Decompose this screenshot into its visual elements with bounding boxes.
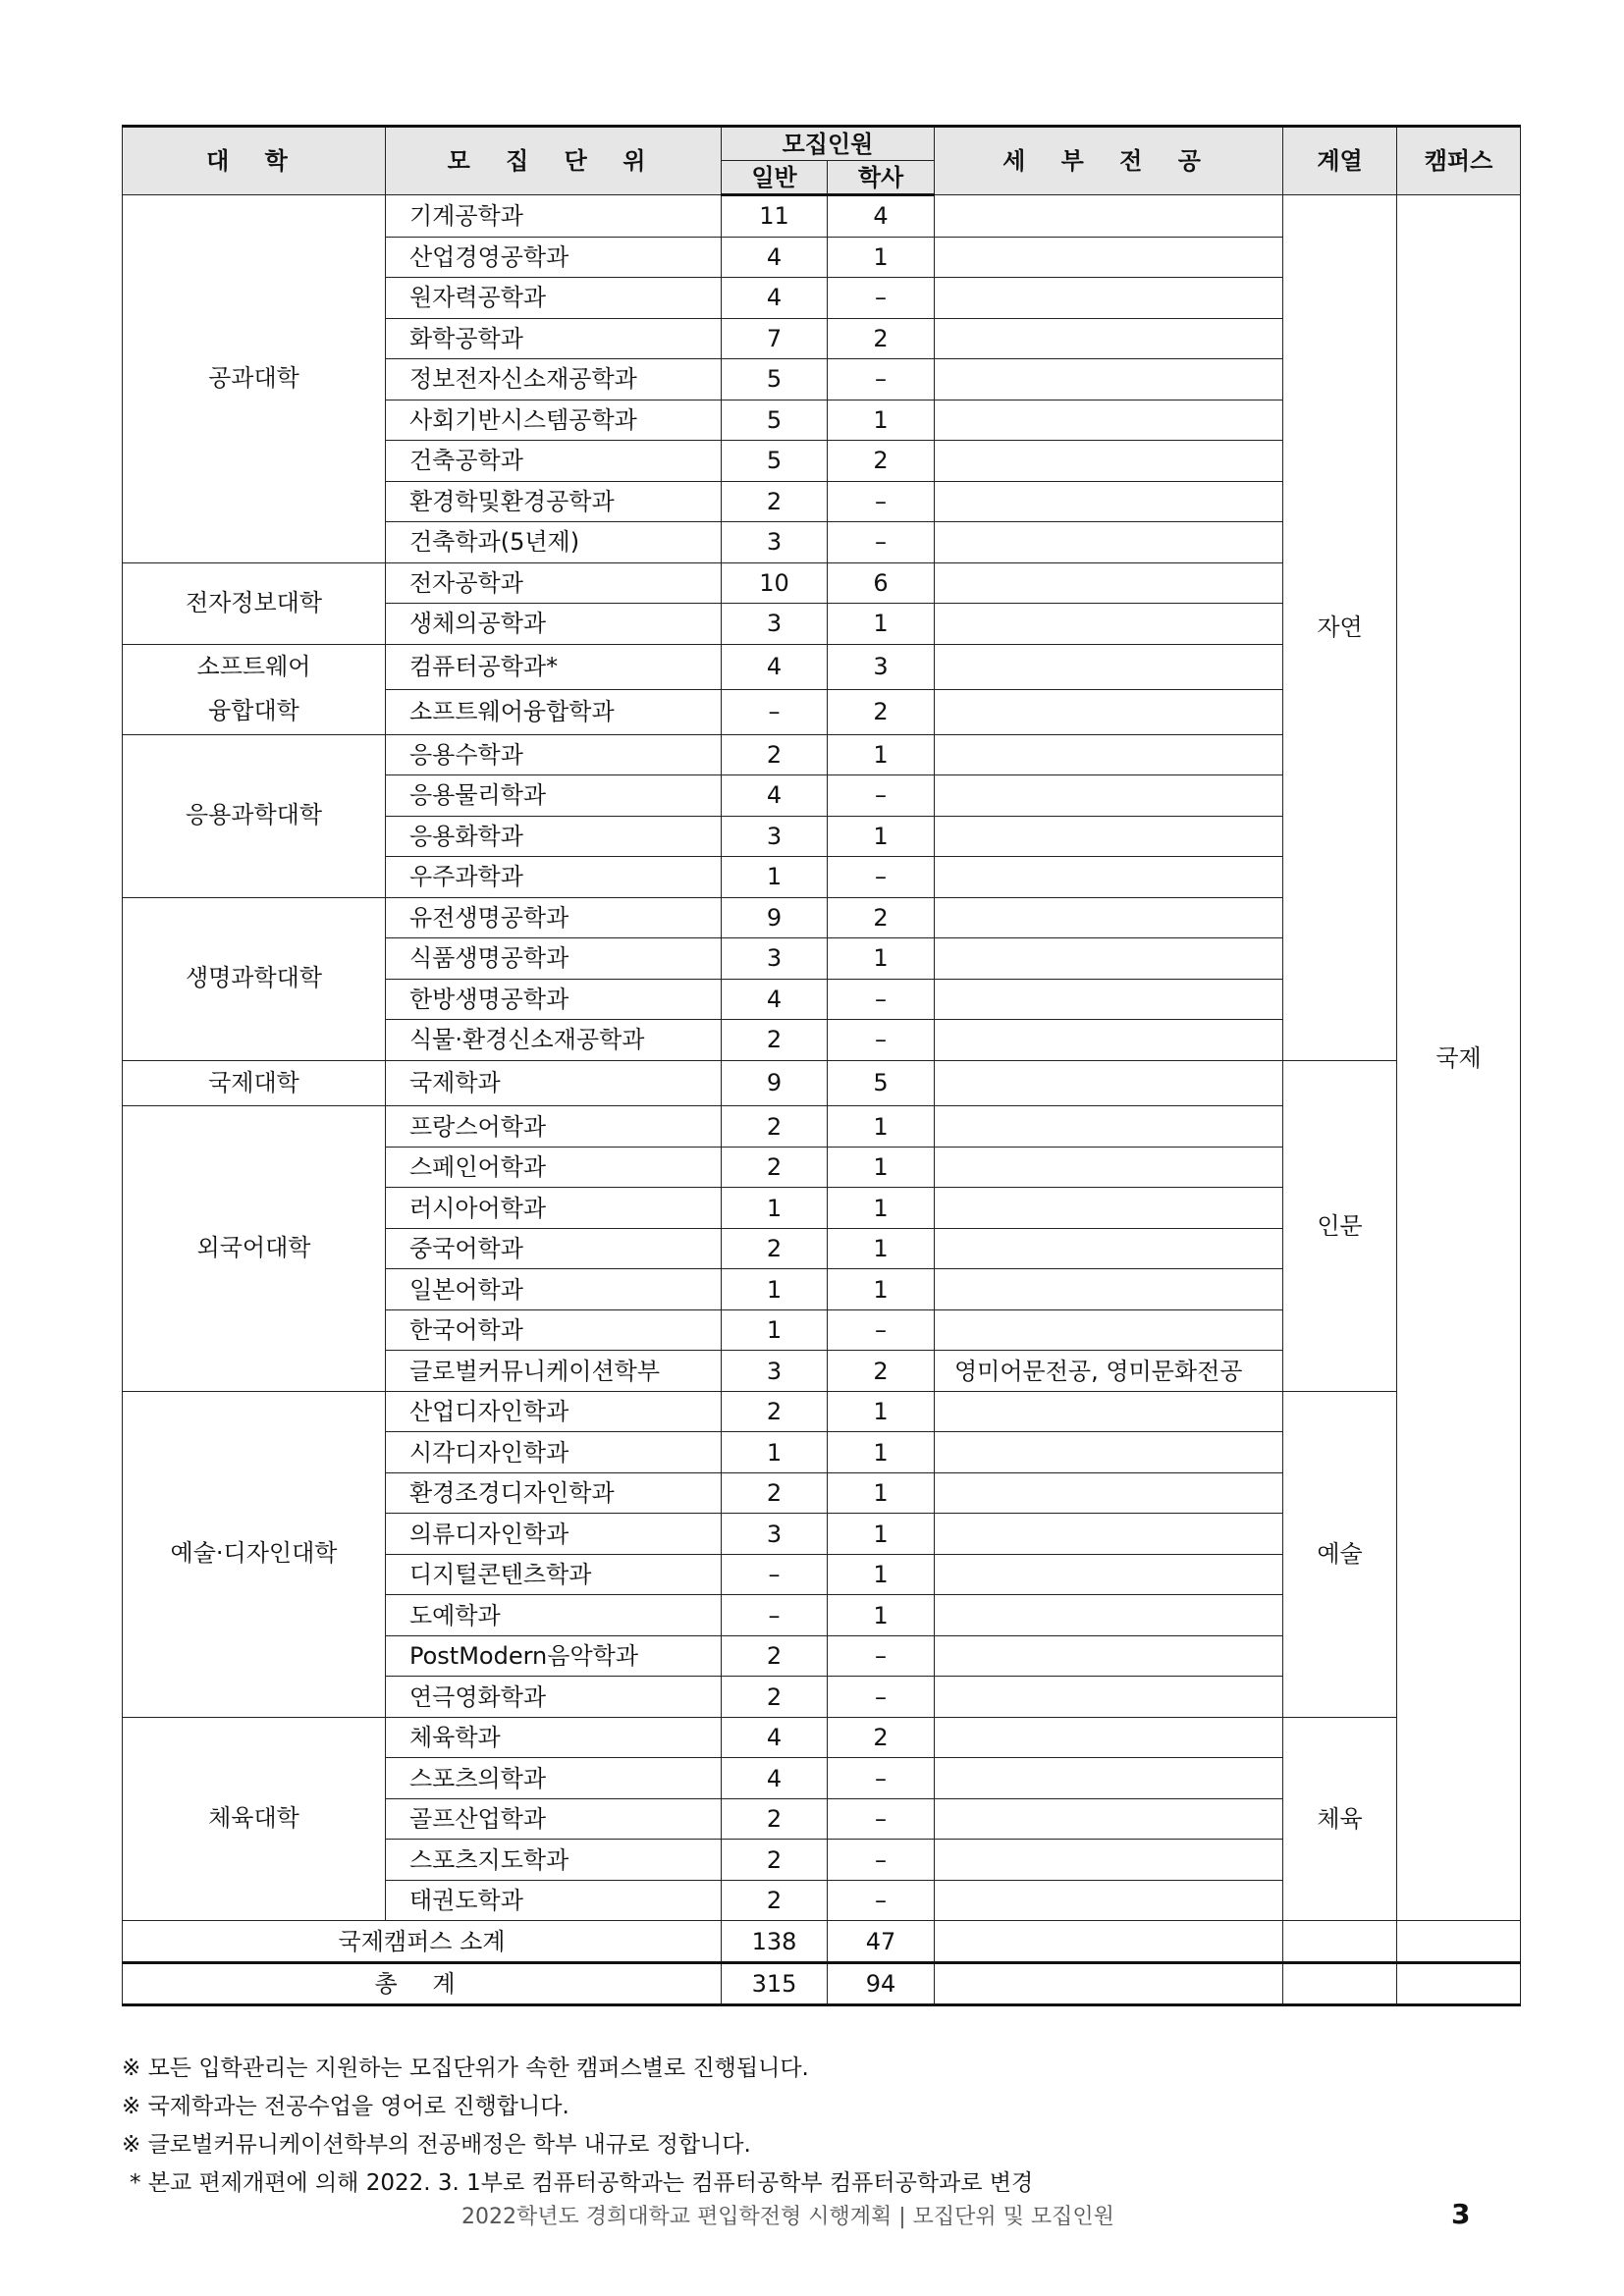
quota-bachelor: – <box>828 1798 935 1840</box>
quota-general: 7 <box>722 318 828 359</box>
detail-major <box>935 1060 1283 1106</box>
table-row <box>123 195 1521 238</box>
quota-bachelor: 2 <box>828 689 935 734</box>
campus-cell: 국제 <box>1397 195 1521 1921</box>
note-global: ※ 글로벌커뮤니케이션학부의 전공배정은 학부 내규로 정합니다. <box>122 2132 751 2158</box>
quota-bachelor: – <box>828 1840 935 1881</box>
header-quota: 모집인원 <box>722 127 935 161</box>
quota-bachelor: 1 <box>828 1269 935 1310</box>
detail-major <box>935 1635 1283 1677</box>
quota-general: 2 <box>722 481 828 522</box>
dept-name: 스포츠의학과 <box>386 1758 722 1799</box>
detail-major <box>935 481 1283 522</box>
quota-general: 5 <box>722 441 828 482</box>
detail-major <box>935 1758 1283 1799</box>
quota-general: 10 <box>722 562 828 604</box>
dept-name: 체육학과 <box>386 1717 722 1758</box>
dept-name: 건축공학과 <box>386 441 722 482</box>
detail-major <box>935 1147 1283 1188</box>
dept-name: 우주과학과 <box>386 857 722 898</box>
quota-general: 2 <box>722 1472 828 1514</box>
quota-bachelor: – <box>828 857 935 898</box>
dept-name: 원자력공학과 <box>386 278 722 319</box>
quota-bachelor: – <box>828 481 935 522</box>
detail-major <box>935 1472 1283 1514</box>
quota-general: 3 <box>722 816 828 857</box>
dept-name: 응용화학과 <box>386 816 722 857</box>
note-campus: ※ 모든 입학관리는 지원하는 모집단위가 속한 캠퍼스별로 진행됩니다. <box>122 2056 809 2081</box>
college-name: 소프트웨어 융합대학 <box>123 644 386 734</box>
detail-major <box>935 318 1283 359</box>
quota-bachelor: 2 <box>828 1351 935 1392</box>
quota-general: 2 <box>722 1147 828 1188</box>
field-cell: 자연 <box>1283 195 1397 1061</box>
quota-general: 2 <box>722 1020 828 1061</box>
detail-major <box>935 562 1283 604</box>
quota-general: 2 <box>722 1106 828 1148</box>
quota-general: 5 <box>722 359 828 400</box>
quota-general: 1 <box>722 857 828 898</box>
detail-major <box>935 359 1283 400</box>
field-cell: 인문 <box>1283 1060 1397 1391</box>
quota-general: 3 <box>722 938 828 980</box>
header-bachelor: 학사 <box>828 161 935 195</box>
quota-bachelor: 2 <box>828 897 935 938</box>
detail-major <box>935 1840 1283 1881</box>
detail-major <box>935 604 1283 645</box>
quota-general: 9 <box>722 1060 828 1106</box>
dept-name: 산업경영공학과 <box>386 237 722 278</box>
dept-name: 스페인어학과 <box>386 1147 722 1188</box>
quota-bachelor: 2 <box>828 441 935 482</box>
admission-quota-table <box>122 125 1521 2006</box>
quota-bachelor: 5 <box>828 1060 935 1106</box>
total-label: 총 계 <box>123 1962 722 2005</box>
footer-title: 2022학년도 경희대학교 편입학전형 시행계획 | 모집단위 및 모집인원 <box>461 2205 1114 2229</box>
dept-name: 정보전자신소재공학과 <box>386 359 722 400</box>
page-footer <box>0 2198 1624 2233</box>
quota-general: 2 <box>722 1228 828 1269</box>
quota-bachelor: 1 <box>828 816 935 857</box>
subtotal-general: 138 <box>722 1921 828 1963</box>
quota-bachelor: – <box>828 775 935 817</box>
detail-major <box>935 1432 1283 1473</box>
header-general: 일반 <box>722 161 828 195</box>
total-general: 315 <box>722 1962 828 2005</box>
college-name: 응용과학대학 <box>123 734 386 897</box>
dept-name: 프랑스어학과 <box>386 1106 722 1148</box>
table-row <box>123 1717 1521 1758</box>
quota-general: 1 <box>722 1188 828 1229</box>
quota-bachelor: – <box>828 278 935 319</box>
quota-bachelor: 1 <box>828 1188 935 1229</box>
dept-name: 시각디자인학과 <box>386 1432 722 1473</box>
detail-major <box>935 644 1283 689</box>
dept-name: 연극영화학과 <box>386 1677 722 1718</box>
detail-major <box>935 522 1283 563</box>
quota-general: 2 <box>722 1840 828 1881</box>
detail-major <box>935 938 1283 980</box>
detail-major <box>935 1798 1283 1840</box>
quota-general: 2 <box>722 1391 828 1432</box>
quota-general: 2 <box>722 1677 828 1718</box>
subtotal-bachelor: 47 <box>828 1921 935 1963</box>
quota-general: 9 <box>722 897 828 938</box>
subtotal-row <box>123 1921 1521 1963</box>
total-empty-cell <box>1283 1962 1397 2005</box>
table-row <box>123 1060 1521 1106</box>
college-name: 예술·디자인대학 <box>123 1391 386 1717</box>
note-english: ※ 국제학과는 전공수업을 영어로 진행합니다. <box>122 2094 569 2119</box>
college-name: 국제대학 <box>123 1060 386 1106</box>
dept-name: 국제학과 <box>386 1060 722 1106</box>
quota-bachelor: 1 <box>828 237 935 278</box>
dept-name: 화학공학과 <box>386 318 722 359</box>
quota-bachelor: 6 <box>828 562 935 604</box>
dept-name: 도예학과 <box>386 1595 722 1636</box>
quota-bachelor: 1 <box>828 400 935 441</box>
quota-bachelor: – <box>828 1020 935 1061</box>
detail-major <box>935 1309 1283 1351</box>
quota-general: 2 <box>722 734 828 775</box>
total-bachelor: 94 <box>828 1962 935 2005</box>
dept-name: 생체의공학과 <box>386 604 722 645</box>
college-name: 전자정보대학 <box>123 562 386 644</box>
quota-general: 1 <box>722 1432 828 1473</box>
quota-general: 2 <box>722 1880 828 1921</box>
total-row <box>123 1962 1521 2005</box>
detail-major <box>935 734 1283 775</box>
detail-major <box>935 441 1283 482</box>
total-empty-cell <box>935 1962 1283 2005</box>
detail-major <box>935 775 1283 817</box>
quota-general: – <box>722 1554 828 1595</box>
dept-name: 골프산업학과 <box>386 1798 722 1840</box>
detail-major <box>935 689 1283 734</box>
college-name: 외국어대학 <box>123 1106 386 1392</box>
header-campus: 캠퍼스 <box>1397 127 1521 195</box>
quota-bachelor: 1 <box>828 1391 935 1432</box>
table-row <box>123 1391 1521 1432</box>
quota-bachelor: 1 <box>828 1147 935 1188</box>
quota-bachelor: – <box>828 1880 935 1921</box>
quota-bachelor: – <box>828 979 935 1020</box>
quota-bachelor: 1 <box>828 1595 935 1636</box>
subtotal-empty-cell <box>1397 1921 1521 1963</box>
quota-general: 4 <box>722 278 828 319</box>
detail-major <box>935 897 1283 938</box>
dept-name: 글로벌커뮤니케이션학부 <box>386 1351 722 1392</box>
note-reorganization: * 본교 편제개편에 의해 2022. 3. 1부로 컴퓨터공학과는 컴퓨터공학부 컴퓨터공학과로 변경 <box>130 2170 1034 2196</box>
quota-general: 4 <box>722 237 828 278</box>
quota-bachelor: – <box>828 1758 935 1799</box>
detail-major <box>935 1269 1283 1310</box>
quota-bachelor: 2 <box>828 318 935 359</box>
dept-name: 식물·환경신소재공학과 <box>386 1020 722 1061</box>
detail-major <box>935 816 1283 857</box>
detail-major <box>935 1514 1283 1555</box>
detail-major <box>935 1020 1283 1061</box>
total-empty-cell <box>1397 1962 1521 2005</box>
subtotal-label: 국제캠퍼스 소계 <box>123 1921 722 1963</box>
quota-general: 3 <box>722 1514 828 1555</box>
dept-name: 일본어학과 <box>386 1269 722 1310</box>
detail-major <box>935 1595 1283 1636</box>
quota-general: – <box>722 689 828 734</box>
dept-name: 기계공학과 <box>386 195 722 238</box>
header-field: 계열 <box>1283 127 1397 195</box>
quota-bachelor: 1 <box>828 734 935 775</box>
dept-name: 한방생명공학과 <box>386 979 722 1020</box>
page-number: 3 <box>1451 2198 1471 2230</box>
dept-name: 중국어학과 <box>386 1228 722 1269</box>
quota-bachelor: 3 <box>828 644 935 689</box>
quota-general: 4 <box>722 1758 828 1799</box>
quota-bachelor: 1 <box>828 1554 935 1595</box>
detail-major <box>935 1554 1283 1595</box>
dept-name: 컴퓨터공학과* <box>386 644 722 689</box>
header-college: 대 학 <box>123 127 386 195</box>
quota-bachelor: 1 <box>828 938 935 980</box>
college-name: 체육대학 <box>123 1717 386 1921</box>
quota-bachelor: 1 <box>828 1228 935 1269</box>
quota-general: 4 <box>722 775 828 817</box>
dept-name: 소프트웨어융합학과 <box>386 689 722 734</box>
detail-major <box>935 1677 1283 1718</box>
header-unit: 모 집 단 위 <box>386 127 722 195</box>
dept-name: PostModern음악학과 <box>386 1635 722 1677</box>
quota-general: 4 <box>722 1717 828 1758</box>
dept-name: 건축학과(5년제) <box>386 522 722 563</box>
quota-bachelor: – <box>828 359 935 400</box>
quota-bachelor: 2 <box>828 1717 935 1758</box>
quota-general: 1 <box>722 1309 828 1351</box>
detail-major <box>935 1188 1283 1229</box>
table-body <box>123 195 1521 2005</box>
dept-name: 태권도학과 <box>386 1880 722 1921</box>
detail-major <box>935 237 1283 278</box>
field-cell: 예술 <box>1283 1391 1397 1717</box>
dept-name: 산업디자인학과 <box>386 1391 722 1432</box>
quota-bachelor: – <box>828 1677 935 1718</box>
dept-name: 환경학및환경공학과 <box>386 481 722 522</box>
quota-bachelor: 1 <box>828 1514 935 1555</box>
dept-name: 유전생명공학과 <box>386 897 722 938</box>
detail-major <box>935 1717 1283 1758</box>
quota-bachelor: 1 <box>828 1432 935 1473</box>
dept-name: 응용수학과 <box>386 734 722 775</box>
dept-name: 응용물리학과 <box>386 775 722 817</box>
quota-general: 4 <box>722 644 828 689</box>
quota-bachelor: – <box>828 522 935 563</box>
quota-bachelor: – <box>828 1635 935 1677</box>
quota-general: 2 <box>722 1635 828 1677</box>
field-cell: 체육 <box>1283 1717 1397 1921</box>
quota-general: 11 <box>722 195 828 238</box>
dept-name: 러시아어학과 <box>386 1188 722 1229</box>
detail-major <box>935 1391 1283 1432</box>
college-name: 생명과학대학 <box>123 897 386 1060</box>
detail-major <box>935 857 1283 898</box>
quota-general: 2 <box>722 1798 828 1840</box>
quota-general: 3 <box>722 522 828 563</box>
quota-general: – <box>722 1595 828 1636</box>
dept-name: 스포츠지도학과 <box>386 1840 722 1881</box>
subtotal-empty-cell <box>1283 1921 1397 1963</box>
quota-general: 3 <box>722 604 828 645</box>
dept-name: 의류디자인학과 <box>386 1514 722 1555</box>
quota-bachelor: 4 <box>828 195 935 238</box>
college-name: 공과대학 <box>123 195 386 563</box>
detail-major: 영미어문전공, 영미문화전공 <box>935 1351 1283 1392</box>
detail-major <box>935 278 1283 319</box>
detail-major <box>935 400 1283 441</box>
header-major: 세 부 전 공 <box>935 127 1283 195</box>
quota-general: 3 <box>722 1351 828 1392</box>
quota-general: 5 <box>722 400 828 441</box>
detail-major <box>935 979 1283 1020</box>
quota-general: 1 <box>722 1269 828 1310</box>
quota-bachelor: 1 <box>828 1106 935 1148</box>
dept-name: 한국어학과 <box>386 1309 722 1351</box>
dept-name: 전자공학과 <box>386 562 722 604</box>
notes-section <box>122 2050 1033 2203</box>
quota-general: 4 <box>722 979 828 1020</box>
detail-major <box>935 195 1283 238</box>
dept-name: 식품생명공학과 <box>386 938 722 980</box>
detail-major <box>935 1880 1283 1921</box>
detail-major <box>935 1228 1283 1269</box>
dept-name: 환경조경디자인학과 <box>386 1472 722 1514</box>
quota-bachelor: 1 <box>828 604 935 645</box>
dept-name: 사회기반시스템공학과 <box>386 400 722 441</box>
detail-major <box>935 1106 1283 1148</box>
quota-bachelor: 1 <box>828 1472 935 1514</box>
dept-name: 디지털콘텐츠학과 <box>386 1554 722 1595</box>
quota-bachelor: – <box>828 1309 935 1351</box>
subtotal-empty-cell <box>935 1921 1283 1963</box>
